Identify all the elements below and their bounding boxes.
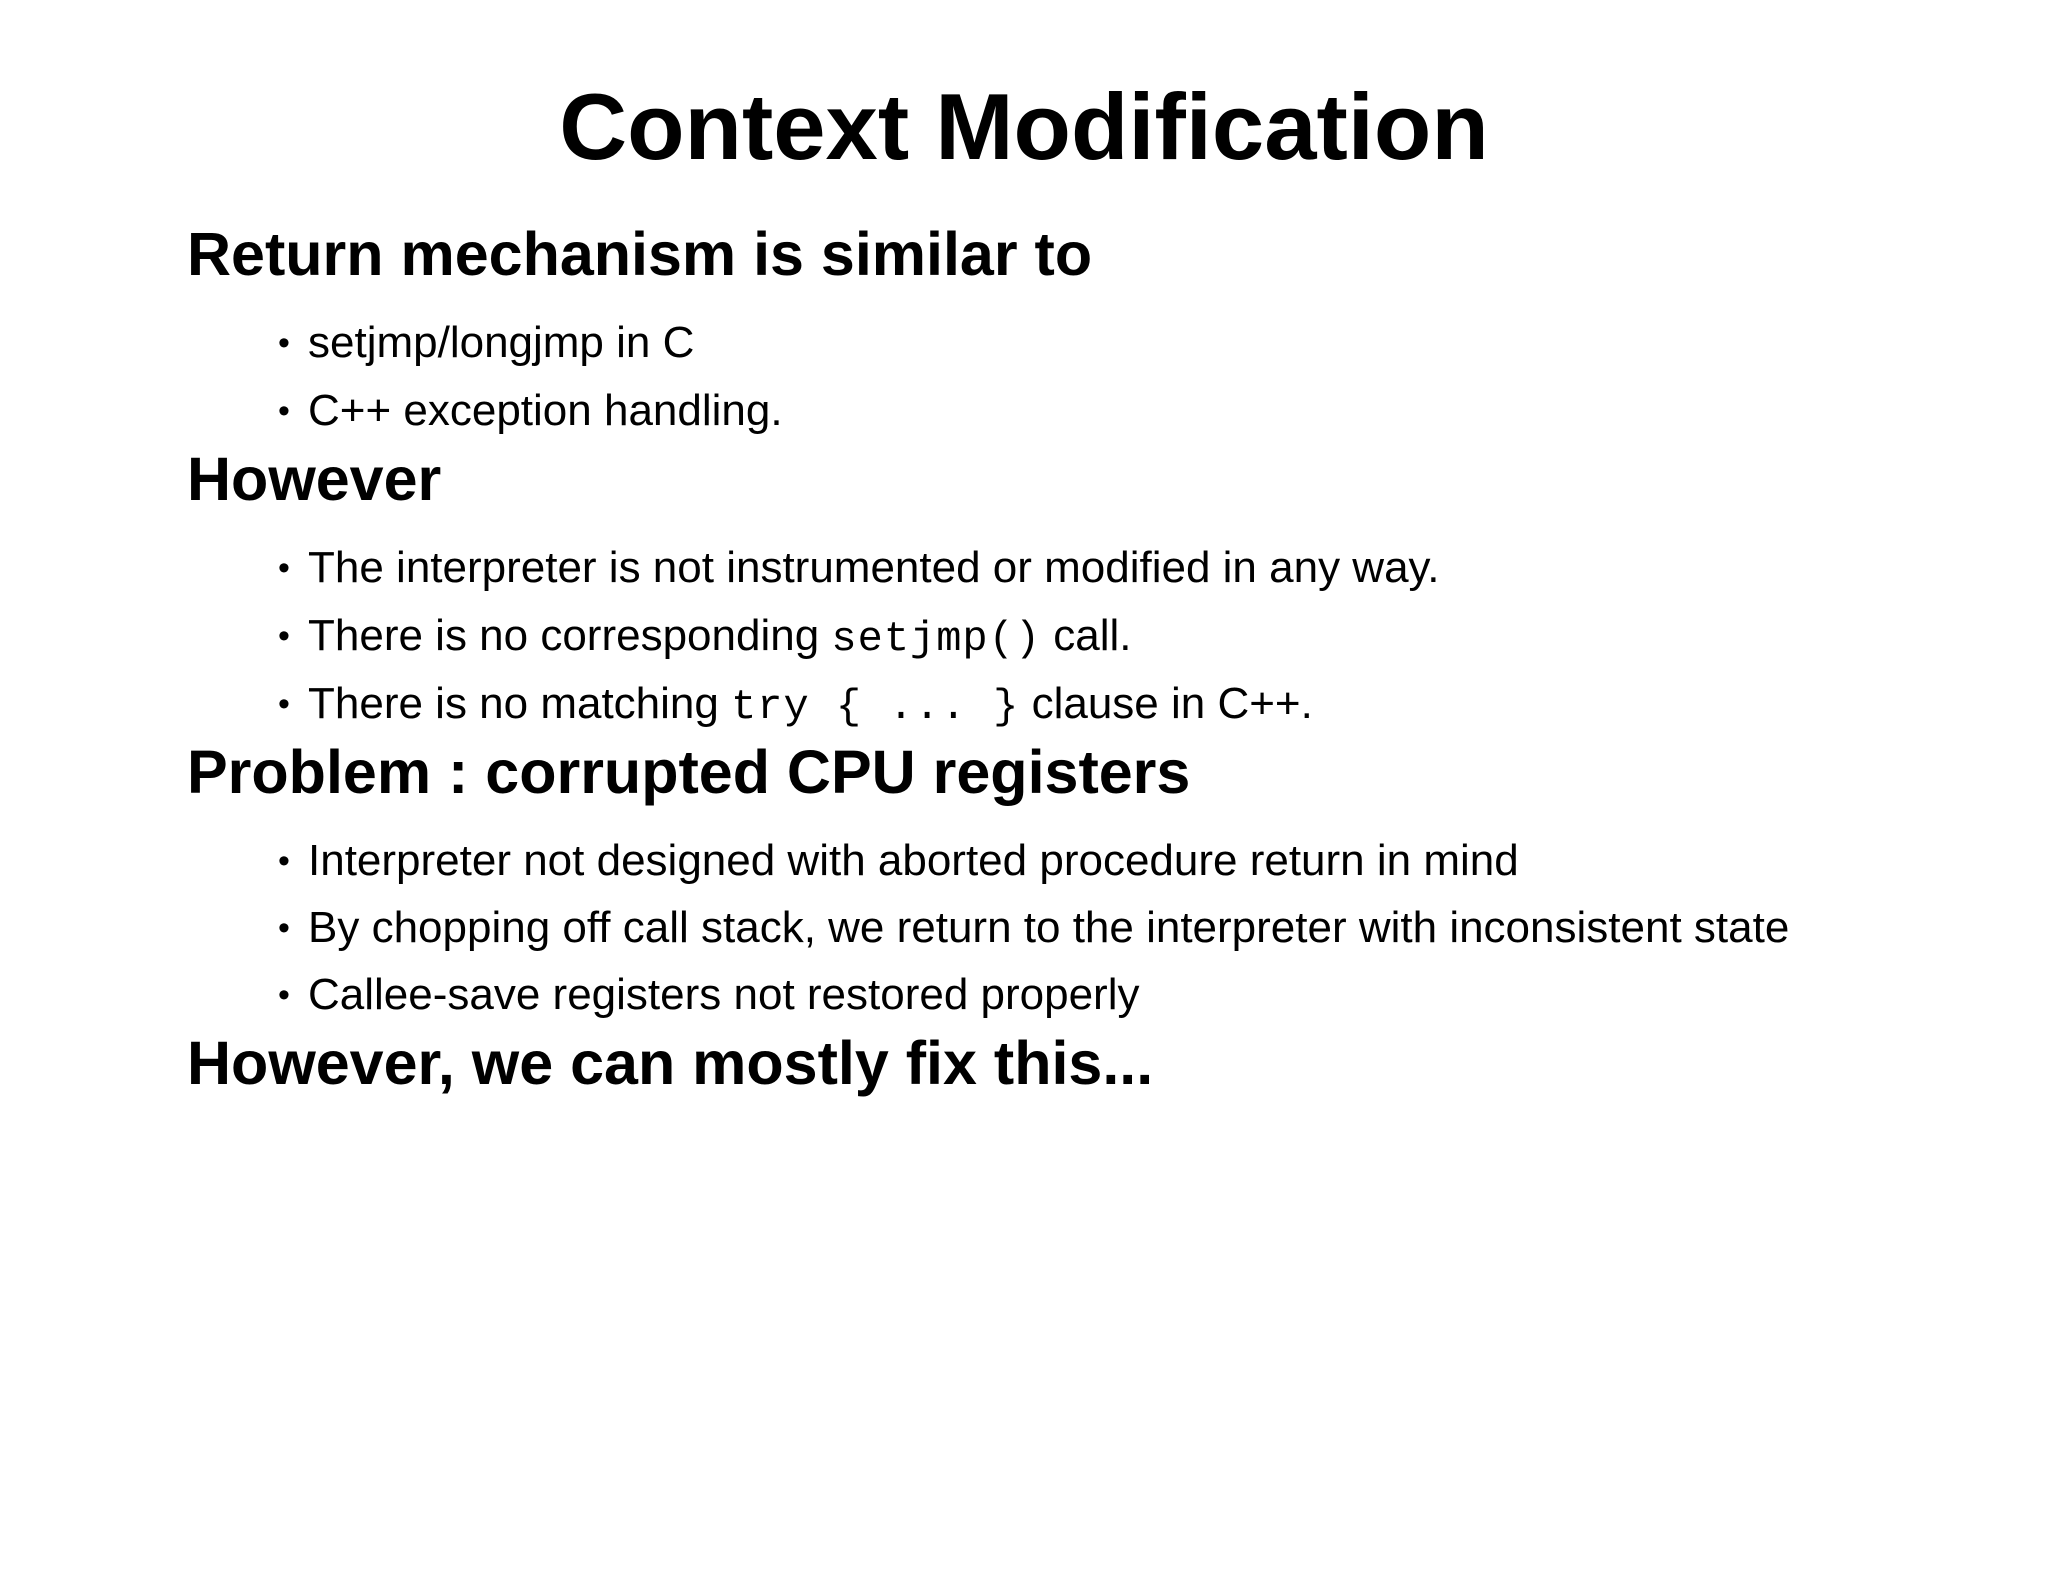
bullet-no-try: • There is no matching try { ... } clause in C++. [278, 679, 1313, 731]
bullet-setjmp-longjmp: • setjmp/longjmp in C [278, 316, 694, 370]
bullet-interpreter-not-instrumented: • The interpreter is not instrumented or modified in any way. [278, 541, 1440, 595]
slide-title: Context Modification [559, 74, 1489, 179]
bullet-dot: • [278, 549, 290, 587]
bullet-dot: • [278, 976, 290, 1014]
bullet-chopping-call-stack: • By chopping off call stack, we return to the interpreter with inconsistent state [278, 901, 1789, 955]
heading-however: However [187, 445, 442, 513]
bullet-dot: • [278, 685, 290, 723]
heading-however-fix: However, we can mostly fix this... [187, 1029, 1154, 1097]
code-try: try { ... } [731, 683, 1020, 731]
bullet-interpreter-not-designed: • Interpreter not designed with aborted procedure return in mind [278, 834, 1519, 888]
bullet-dot: • [278, 842, 290, 880]
heading-problem: Problem : corrupted CPU registers [187, 738, 1191, 806]
heading-return-mechanism: Return mechanism is similar to [187, 220, 1093, 288]
bullet-dot: • [278, 324, 290, 362]
bullet-dot: • [278, 909, 290, 947]
bullet-dot: • [278, 617, 290, 655]
bullet-callee-save: • Callee-save registers not restored properly [278, 968, 1140, 1022]
code-setjmp: setjmp() [831, 615, 1042, 663]
bullet-no-setjmp: • There is no corresponding setjmp() call. [278, 611, 1132, 663]
bullet-dot: • [278, 392, 290, 430]
bullet-cpp-exception: • C++ exception handling. [278, 384, 783, 438]
